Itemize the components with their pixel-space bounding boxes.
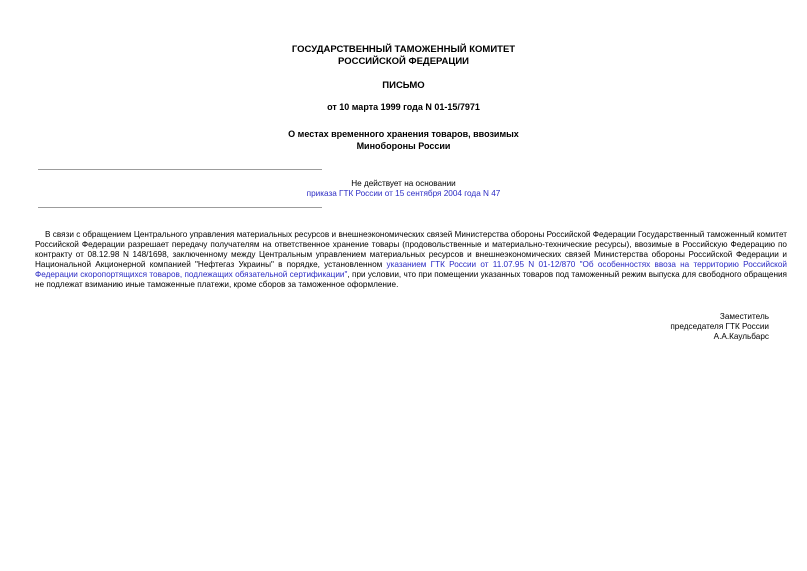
signature-name: А.А.Каульбарс [713,332,769,341]
body-paragraph [35,230,787,290]
doc-subject-block [0,128,807,152]
org-name-line-2: РОССИЙСКОЙ ФЕДЕРАЦИИ [337,56,469,67]
body-text-before-link: В связи с обращением Центрального управления материальных ресурсов и внешнеэкономических связей Министерства обороны Российской Федерации Государственный таможенный комитет Российской Федерации разрешает передачу получателям на ответственное хранение товары (продовольственные и материально-технические ресурсы), ввозимые в Российскую Федерацию по контракту от 08.12.98 N 148/1698, заключенному между Центральным управлением материальных ресурсов и внешнеэкономических связей Министерства обороны Российской Федерации и Национальной Акционерной компанией "Нефтегаз Украины" в порядке, установленном [35,230,787,269]
separator-line-bottom [38,207,322,208]
body-ukazanie-gtk-link[interactable]: указанием ГТК России от 11.07.95 N 01-12/870 "Об особенностях ввоза на территорию Российской Федерации скоропортящихся товаров, подлежащих обязательной сертификации" [35,260,787,279]
signature-position-line-2: председателя ГТК России [670,322,769,331]
status-order-link[interactable]: приказа ГТК России от 15 сентября 2004 года N 47 [306,189,501,198]
org-name-line-1: ГОСУДАРСТВЕННЫЙ ТАМОЖЕННЫЙ КОМИТЕТ [291,44,516,55]
signature-block [0,312,769,342]
doc-date-number: от 10 марта 1999 года N 01-15/7971 [327,102,480,112]
org-name-block [0,0,807,68]
status-block [0,179,807,199]
body-text-after-link: , при условии, что при помещении указанных товаров под таможенный режим выпуска для свободного обращения не подлежат взиманию иные таможенные платежи, кроме сборов за таможенное оформление. [35,270,787,289]
signature-position-line-1: Заместитель [719,312,769,321]
status-note: Не действует на основании [351,179,456,188]
doc-subject-line-2: Минобороны России [356,141,451,151]
doc-subject-line-1: О местах временного хранения товаров, ввозимых [288,129,519,139]
doc-type-title: ПИСЬМО [382,80,425,91]
separator-line-top [38,169,322,170]
